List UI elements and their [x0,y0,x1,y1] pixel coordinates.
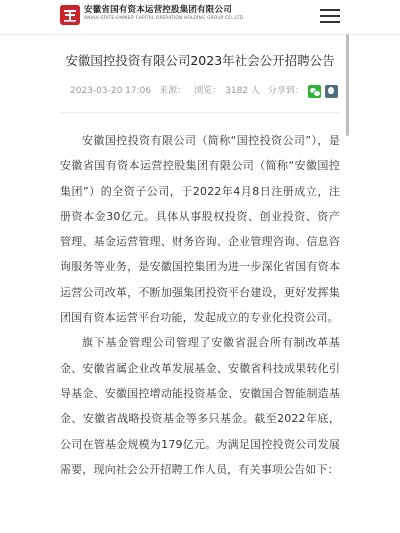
qq-icon[interactable] [325,85,338,98]
divider [60,112,340,113]
site-header [0,0,400,35]
article-paragraph: 旗下基金管理公司管理了安徽省混合所有制改革基金、安徽省属企业改革发展基金、安徽省科技成果转化引导基金、安徽国控增动能投资基金、安徽国合智能制造基金、安徽省战略投资基金等多只基金。截至2022年底，公司在管基金规模为179亿元。为满足国控投资公司发展需要，现向社会公开招聘工作人员，有关事项公告如下： [60,336,340,476]
scrollbar-thumb[interactable] [346,34,349,136]
source-label: 来源： [159,86,187,96]
hamburger-menu-icon[interactable] [320,9,340,23]
views-count: 3182 人 [225,86,260,96]
publish-date: 2023-03-20 17:06 [70,86,152,96]
article-title: 安徽国控投资有限公司2023年社会公开招聘公告 [65,53,335,68]
logo-name-cn: 安徽省国有资本运营控股集团有限公司 [84,5,232,15]
logo-name-en: ANHUI STATE-OWNED CAPITAL OPERATION HOLDING GROUP CO.,LTD. [84,16,245,21]
scrollbar[interactable] [346,34,350,533]
share-label: 分享到： [267,86,304,96]
article-paragraph: 安徽国控投资有限公司（简称“国控投资公司”），是安徽省国有资本运营控股集团有限公司（简称“安徽国控集团”）的全资子公司，于2022年4月8日注册成立，注册资本金30亿元。具体从事股权投资、创业投资、资产管理、基金运营管理、财务咨询、企业管理咨询、信息咨询服务等业务，是安徽国控集团为进一步深化省国有资本运营公司改革，不断加强集团投资平台建设，更好发挥集团国有资本运营平台功能，发起成立的专业化投资公司。 [60,134,340,325]
menu-bar [320,15,340,17]
article-meta [70,84,338,98]
article-body [60,128,340,482]
views-label: 浏览： [194,86,222,96]
menu-bar [320,21,340,23]
logo-icon[interactable] [60,5,80,25]
menu-bar [320,9,340,11]
wechat-icon[interactable] [308,85,321,98]
